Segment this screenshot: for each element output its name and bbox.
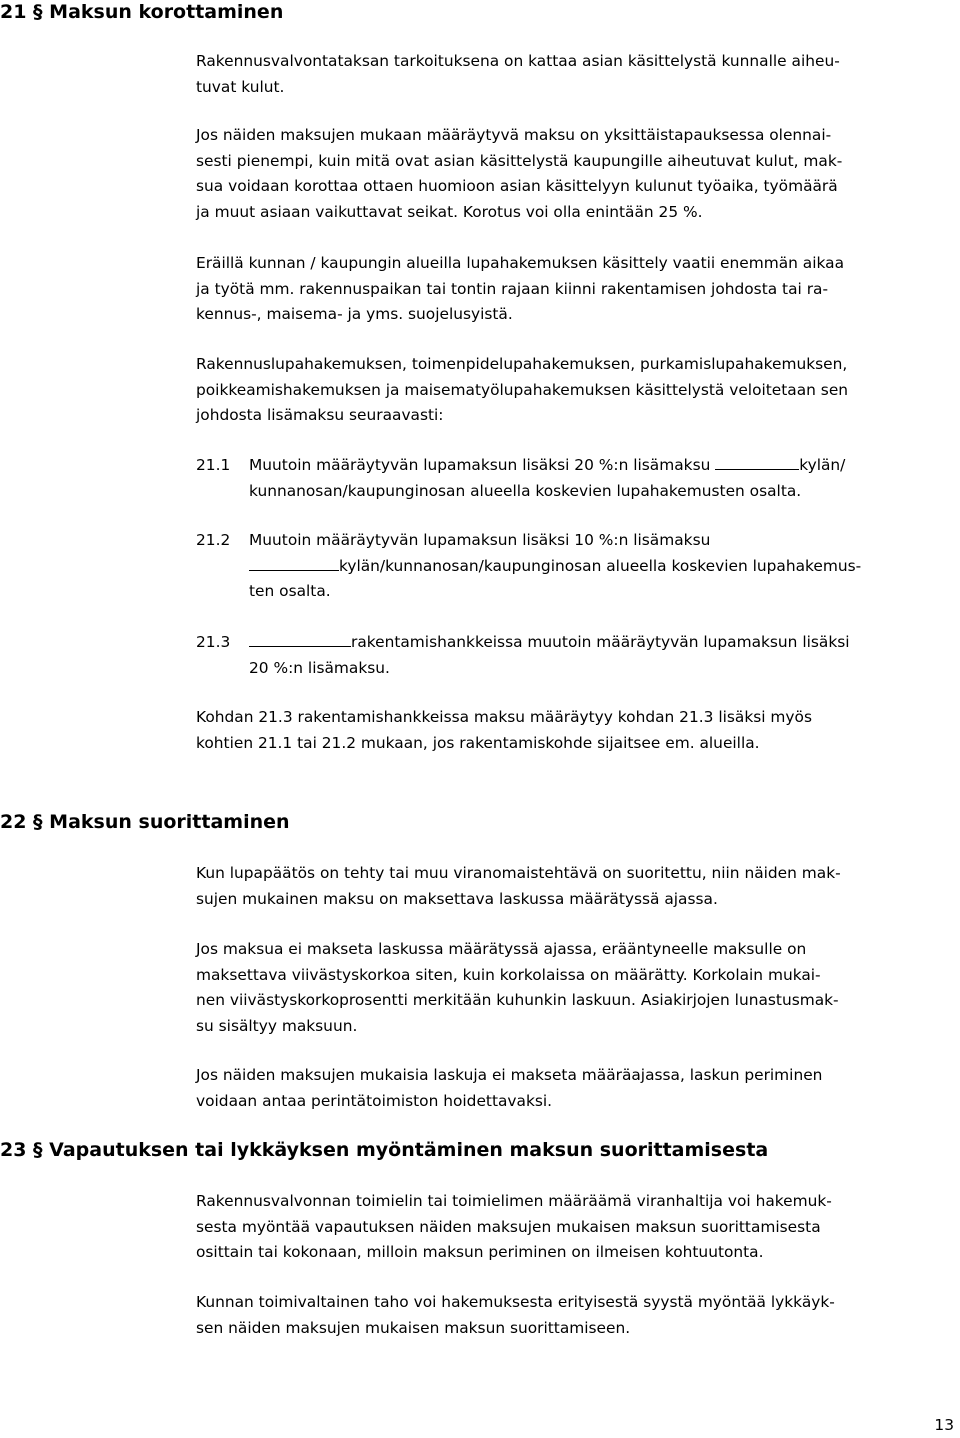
s23-paragraph-2	[196, 1290, 960, 1341]
item-21-1-text-end: kylän/	[799, 456, 846, 474]
text-line: Kunnan toimivaltainen taho voi hakemuksesta erityisestä syystä myöntää lykkäyk-	[196, 1293, 835, 1311]
fill-in-blank	[249, 631, 351, 647]
text-line: Kun lupapäätös on tehty tai muu viranomaistehtävä on suoritettu, niin näiden mak-	[196, 864, 841, 882]
text-line: ja muut asiaan vaikuttavat seikat. Korotus voi olla enintään 25 %.	[196, 202, 703, 221]
item-21-1-line-2: kunnanosan/kaupunginosan alueella koskevien lupahakemusten osalta.	[249, 481, 802, 500]
s21-paragraph-4	[196, 352, 960, 429]
s21-paragraph-5	[196, 705, 960, 756]
section-21-heading: 21 § Maksun korottaminen	[0, 1, 284, 23]
text-line: Rakennusvalvonnan toimielin tai toimielimen määräämä viranhaltija voi hakemuk-	[196, 1192, 832, 1210]
item-21-2-line-1: Muutoin määräytyvän lupamaksun lisäksi 10 %:n lisämaksu	[249, 531, 711, 549]
text-line: johdosta lisämaksu seuraavasti:	[196, 406, 444, 425]
text-line: Kohdan 21.3 rakentamishankkeissa maksu määräytyy kohdan 21.3 lisäksi myös	[196, 708, 812, 726]
item-21-1	[249, 453, 960, 504]
item-21-3	[249, 630, 960, 681]
text-line: nen viivästyskorkoprosentti merkitään kuhunkin laskuun. Asiakirjojen lunastusmak-	[196, 991, 839, 1010]
text-line: sen näiden maksujen mukaisen maksun suorittamiseen.	[196, 1318, 631, 1337]
s22-paragraph-2	[196, 937, 960, 1039]
text-line: osittain tai kokonaan, milloin maksun periminen on ilmeisen kohtuutonta.	[196, 1243, 764, 1262]
item-21-3-line-1: rakentamishankkeissa muutoin määräytyvän lupamaksun lisäksi	[351, 633, 850, 651]
item-21-3-line-2: 20 %:n lisämaksu.	[249, 658, 390, 677]
s21-paragraph-1	[196, 49, 960, 100]
fill-in-blank	[249, 554, 339, 570]
text-line: sua voidaan korottaa ottaen huomioon asian käsittelyyn kulunut työaika, työmäärä	[196, 177, 838, 196]
text-line: kennus-, maisema- ja yms. suojelusyistä.	[196, 305, 513, 324]
item-21-3-number: 21.3	[196, 633, 231, 651]
text-line: sujen mukainen maksu on maksettava laskussa määrätyssä ajassa.	[196, 889, 718, 908]
item-21-2-number: 21.2	[196, 531, 231, 549]
text-line: Jos näiden maksujen mukaisia laskuja ei makseta määräajassa, laskun periminen	[196, 1066, 823, 1084]
item-21-2-line-3: ten osalta.	[249, 582, 331, 601]
s22-paragraph-3	[196, 1063, 960, 1114]
text-line: maksettava viivästyskorkoa siten, kuin korkolaissa on määrätty. Korkolain mukai-	[196, 965, 821, 984]
fill-in-blank	[715, 454, 799, 470]
text-line: Jos näiden maksujen mukaan määräytyvä maksu on yksittäistapauksessa olennai-	[196, 126, 832, 144]
text-line: Rakennusvalvontataksan tarkoituksena on kattaa asian käsittelystä kunnalle aiheu-	[196, 52, 840, 70]
text-line: voidaan antaa perintätoimiston hoidettavaksi.	[196, 1091, 553, 1110]
text-line: su sisältyy maksuun.	[196, 1016, 358, 1035]
text-line: Eräillä kunnan / kaupungin alueilla lupahakemuksen käsittely vaatii enemmän aikaa	[196, 254, 845, 272]
item-21-2-line-2: kylän/kunnanosan/kaupunginosan alueella koskevien lupahakemus-	[339, 556, 862, 575]
s21-paragraph-2	[196, 123, 960, 225]
text-line: ja työtä mm. rakennuspaikan tai tontin rajaan kiinni rakentamisen johdosta tai ra-	[196, 279, 829, 298]
text-line: sesti pienempi, kuin mitä ovat asian käsittelystä kaupungille aiheutuvat kulut, mak-	[196, 151, 843, 170]
section-23-heading: 23 § Vapautuksen tai lykkäyksen myöntäminen maksun suorittamisesta	[0, 1139, 769, 1161]
text-line: sesta myöntää vapautuksen näiden maksujen mukaisen maksun suorittamisesta	[196, 1217, 821, 1236]
text-line: kohtien 21.1 tai 21.2 mukaan, jos rakentamiskohde sijaitsee em. alueilla.	[196, 733, 760, 752]
s21-paragraph-3	[196, 251, 960, 328]
item-21-1-text: Muutoin määräytyvän lupamaksun lisäksi 20 %:n lisämaksu	[249, 456, 711, 474]
section-22-heading: 22 § Maksun suorittaminen	[0, 811, 290, 833]
s23-paragraph-1	[196, 1189, 960, 1266]
text-line: poikkeamishakemuksen ja maisematyölupahakemuksen käsittelystä veloitetaan sen	[196, 380, 849, 399]
text-line: Jos maksua ei makseta laskussa määrätyssä ajassa, erääntyneelle maksulle on	[196, 940, 807, 958]
s22-paragraph-1	[196, 861, 960, 912]
text-line: Rakennuslupahakemuksen, toimenpidelupahakemuksen, purkamislupahakemuksen,	[196, 355, 848, 373]
item-21-1-number: 21.1	[196, 456, 231, 474]
text-line: tuvat kulut.	[196, 77, 285, 96]
page-number: 13	[934, 1416, 954, 1434]
item-21-2	[249, 528, 960, 605]
